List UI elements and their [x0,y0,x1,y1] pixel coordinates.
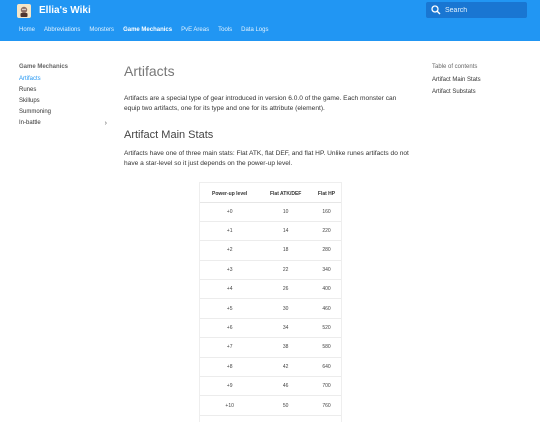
section-paragraph: Artifacts have one of three main stats: Flat ATK, flat DEF, and flat HP. Unlike runes artifacts do not have a star-level so it just depends on the power-up level. [124,150,409,167]
tab-data-logs[interactable]: Data Logs [241,27,269,33]
table-cell: +5 [200,299,259,318]
table-cell: 580 [312,338,341,357]
artifact-main-stats-table [200,187,341,416]
table-row [200,221,341,240]
table-row [200,260,341,279]
table-cell: 640 [312,357,341,376]
sidebar-item-label: In-battle [19,120,41,126]
table-cell: +0 [200,202,259,221]
sidebar-item-artifacts[interactable]: Artifacts [19,76,41,82]
table-cell: 280 [312,241,341,260]
table-row [200,318,341,337]
site-header [0,0,540,41]
main-content [124,62,409,169]
table-row [200,396,341,415]
tab-monsters[interactable]: Monsters [89,27,115,33]
table-cell: +2 [200,241,259,260]
tab-tools[interactable]: Tools [218,27,233,33]
search-box[interactable] [426,2,527,18]
table-cell: 400 [312,280,341,299]
sidebar-item-in-battle[interactable] [19,118,109,129]
table-cell: 22 [259,260,312,279]
toc-item-substats[interactable]: Artifact Substats [432,89,476,95]
top-nav-tabs [19,26,268,34]
table-row [200,280,341,299]
sidebar-item-skillups[interactable]: Skillups [19,98,40,104]
tab-pve-areas[interactable]: PvE Areas [181,27,210,33]
table-cell: 340 [312,260,341,279]
table-cell: 42 [259,357,312,376]
search-icon [431,5,441,15]
search-input[interactable] [445,2,525,18]
wiki-logo-icon[interactable] [17,4,31,18]
table-cell: +3 [200,260,259,279]
table-cell: +8 [200,357,259,376]
table-row [200,299,341,318]
table-row [200,241,341,260]
table-cell: 520 [312,318,341,337]
column-header: Power-up level [200,187,259,202]
table-cell: +10 [200,396,259,415]
chevron-right-icon[interactable]: › [104,120,107,127]
sidebar-title: Game Mechanics [19,64,69,70]
table-cell: 160 [312,202,341,221]
table-body [200,202,341,415]
table-cell: 760 [312,396,341,415]
toc-item-main-stats[interactable]: Artifact Main Stats [432,77,481,83]
column-header: Flat ATK/DEF [259,187,312,202]
table-header-row [200,187,341,202]
sidebar-item-runes[interactable]: Runes [19,87,37,93]
table-row [200,202,341,221]
table-cell: 30 [259,299,312,318]
table-cell: 700 [312,377,341,396]
section-title: Artifact Main Stats [124,129,214,141]
table-cell: 14 [259,221,312,240]
table-row [200,377,341,396]
table-cell: 26 [259,280,312,299]
table-cell: 460 [312,299,341,318]
column-header: Flat HP [312,187,341,202]
tab-home[interactable]: Home [19,27,36,33]
tab-game-mechanics[interactable]: Game Mechanics [123,27,173,33]
table-cell: 46 [259,377,312,396]
tab-abbreviations[interactable]: Abbreviations [44,27,81,33]
sidebar-item-summoning[interactable]: Summoning [19,109,52,115]
table-cell: +1 [200,221,259,240]
page-title: Artifacts [124,63,175,79]
sidebar-nav [19,63,109,129]
table-cell: 38 [259,338,312,357]
table-row [200,338,341,357]
table-cell: 18 [259,241,312,260]
table-cell: +6 [200,318,259,337]
site-title[interactable]: Ellia's Wiki [39,5,91,16]
table-cell: +9 [200,377,259,396]
table-cell: 50 [259,396,312,415]
table-cell: +7 [200,338,259,357]
table-cell: 220 [312,221,341,240]
header-top-bar [0,0,540,22]
intro-paragraph: Artifacts are a special type of gear introduced in version 6.0.0 of the game. Each monster can equip two artifacts, one for its type and one for its attribute (element). [124,95,397,112]
toc-title: Table of contents [432,64,478,70]
table-row [200,357,341,376]
table-cell: +4 [200,280,259,299]
table-cell: 34 [259,318,312,337]
table-cell: 10 [259,202,312,221]
table-of-contents [432,63,532,98]
